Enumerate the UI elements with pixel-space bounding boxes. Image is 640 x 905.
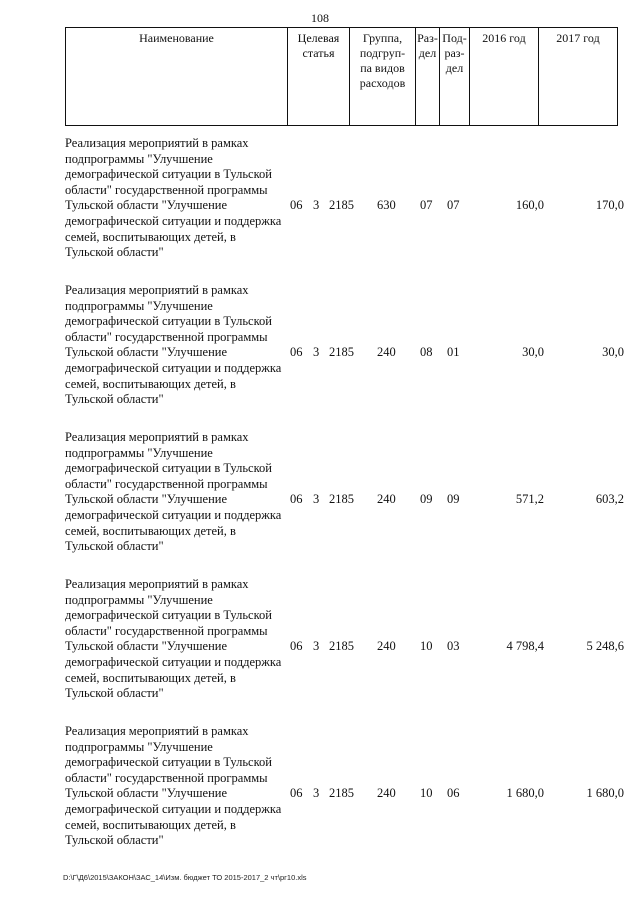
- row-section: 07: [420, 198, 433, 212]
- row-description: Реализация мероприятий в рамках подпрограммы "Улучшение демографической ситуации в Тульской области" государственной программы Тульской области "Улучшение демографической ситуации и поддержка семей, воспитывающих детей, в Тульской области": [65, 136, 282, 260]
- header-subsection: Под- раз- дел: [440, 28, 470, 126]
- row-code-direction: 2185: [329, 492, 354, 506]
- row-code-direction: 2185: [329, 198, 354, 212]
- row-subsection: 03: [447, 639, 460, 653]
- table-row: [0, 430, 640, 565]
- row-code-subprogram: 3: [313, 345, 320, 359]
- row-code-program: 06: [290, 639, 303, 653]
- row-description: Реализация мероприятий в рамках подпрограммы "Улучшение демографической ситуации в Тульской области" государственной программы Тульской области "Улучшение демографической ситуации и поддержка семей, воспитывающих детей, в Тульской области": [65, 283, 282, 407]
- row-amount-2016: 4 798,4: [506, 639, 544, 653]
- row-expense-group: 240: [377, 786, 396, 800]
- row-code-subprogram: 3: [313, 198, 320, 212]
- table-row: [0, 136, 640, 271]
- row-description: Реализация мероприятий в рамках подпрограммы "Улучшение демографической ситуации в Тульской области" государственной программы Тульской области "Улучшение демографической ситуации и поддержка семей, воспитывающих детей, в Тульской области": [65, 577, 282, 701]
- row-subsection: 07: [447, 198, 460, 212]
- row-subsection: 06: [447, 786, 460, 800]
- row-amount-2016: 160,0: [515, 198, 544, 212]
- table-row: [0, 283, 640, 418]
- header-target-article: Целевая статья: [288, 28, 350, 126]
- row-expense-group: 240: [377, 639, 396, 653]
- row-code-program: 06: [290, 198, 303, 212]
- row-expense-group: 240: [377, 345, 396, 359]
- row-code-program: 06: [290, 786, 303, 800]
- row-section: 09: [420, 492, 433, 506]
- row-code-direction: 2185: [329, 786, 354, 800]
- row-subsection: 01: [447, 345, 460, 359]
- row-code-subprogram: 3: [313, 639, 320, 653]
- row-code-program: 06: [290, 492, 303, 506]
- header-name: Наименование: [66, 28, 288, 126]
- header-year-2017: 2017 год: [539, 28, 618, 126]
- row-expense-group: 630: [377, 198, 396, 212]
- row-code-program: 06: [290, 345, 303, 359]
- row-amount-2017: 30,0: [602, 345, 624, 359]
- row-amount-2016: 571,2: [515, 492, 544, 506]
- row-expense-group: 240: [377, 492, 396, 506]
- row-section: 10: [420, 786, 433, 800]
- row-description: Реализация мероприятий в рамках подпрограммы "Улучшение демографической ситуации в Тульской области" государственной программы Тульской области "Улучшение демографической ситуации и поддержка семей, воспитывающих детей, в Тульской области": [65, 430, 282, 554]
- row-amount-2016: 1 680,0: [506, 786, 544, 800]
- file-path-footer: D:\Г\Д6\2015\ЗАКОН\ЗАС_14\Изм. бюджет ТО 2015-2017_2 чт\рг10.xls: [63, 873, 307, 882]
- row-code-direction: 2185: [329, 639, 354, 653]
- row-description: Реализация мероприятий в рамках подпрограммы "Улучшение демографической ситуации в Тульской области" государственной программы Тульской области "Улучшение демографической ситуации и поддержка семей, воспитывающих детей, в Тульской области": [65, 724, 282, 848]
- row-amount-2017: 1 680,0: [586, 786, 624, 800]
- header-year-2016: 2016 год: [470, 28, 539, 126]
- row-amount-2017: 170,0: [595, 198, 624, 212]
- row-code-direction: 2185: [329, 345, 354, 359]
- row-code-subprogram: 3: [313, 786, 320, 800]
- table-row: [0, 577, 640, 712]
- row-amount-2017: 603,2: [595, 492, 624, 506]
- header-section: Раз- дел: [416, 28, 440, 126]
- row-amount-2017: 5 248,6: [586, 639, 624, 653]
- table-row: [0, 724, 640, 859]
- header-expense-group: Группа, подгруп- па видов расходов: [350, 28, 416, 126]
- row-amount-2016: 30,0: [522, 345, 544, 359]
- row-subsection: 09: [447, 492, 460, 506]
- row-section: 08: [420, 345, 433, 359]
- row-code-subprogram: 3: [313, 492, 320, 506]
- row-section: 10: [420, 639, 433, 653]
- page-number: 108: [311, 11, 329, 25]
